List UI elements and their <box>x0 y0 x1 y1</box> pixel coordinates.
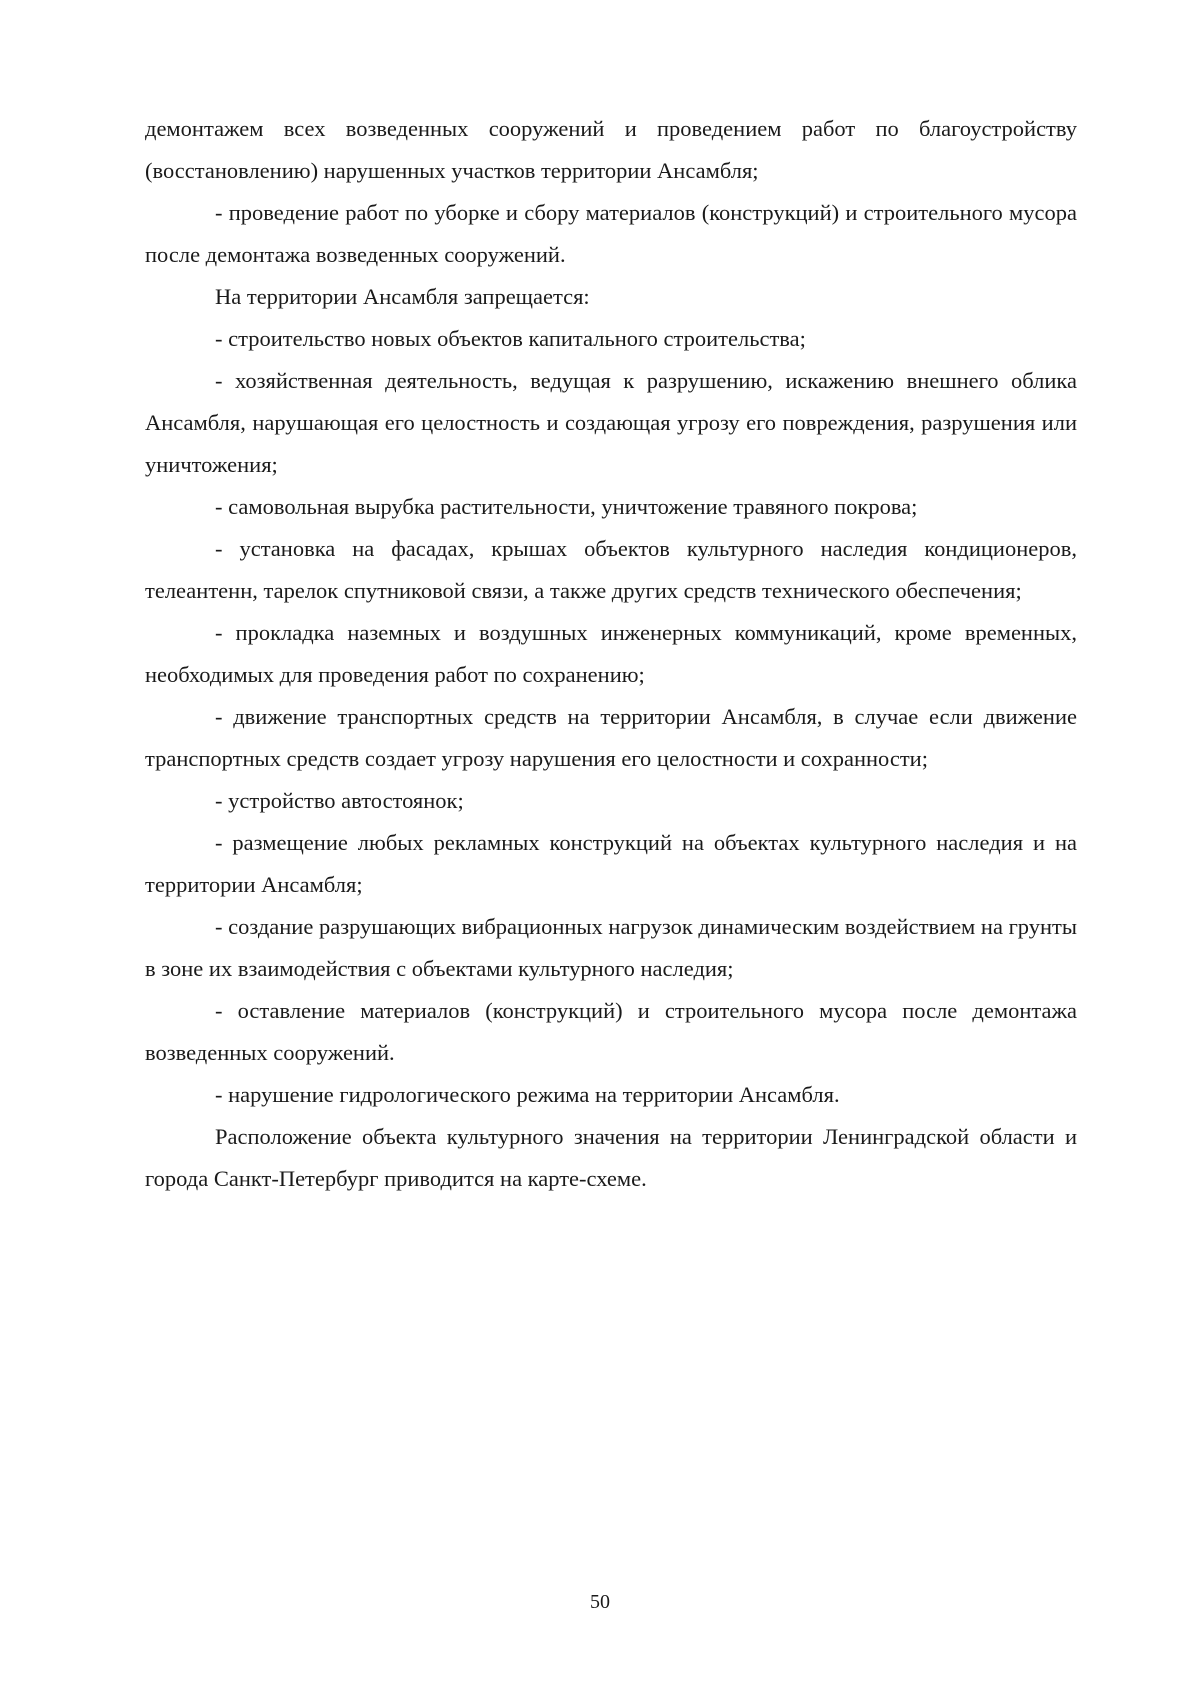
list-item-advertising: - размещение любых рекламных конструкций на объектах культурного наследия и на территории Ансамбля; <box>145 830 1077 897</box>
paragraph-cleanup-works: - проведение работ по уборке и сбору материалов (конструкций) и строительного мусора после демонтажа возведенных сооружений. <box>145 200 1077 267</box>
list-item-vehicle-traffic: - движение транспортных средств на территории Ансамбля, в случае если движение транспортных средств создает угрозу нарушения его целостности и сохранности; <box>145 704 1077 771</box>
page-number: 50 <box>590 1591 610 1613</box>
paragraph-dismantling-continuation: демонтажем всех возведенных сооружений и проведением работ по благоустройству (восстановлению) нарушенных участков территории Ансамбля; <box>145 116 1077 183</box>
list-item-hydrology: - нарушение гидрологического режима на территории Ансамбля. <box>215 1082 840 1107</box>
list-item-utility-lines: - прокладка наземных и воздушных инженерных коммуникаций, кроме временных, необходимых для проведения работ по сохранению; <box>145 620 1077 687</box>
list-item-parking: - устройство автостоянок; <box>215 788 464 813</box>
paragraph-location-map: Расположение объекта культурного значения на территории Ленинградской области и города Санкт-Петербург приводится на карте-схеме. <box>145 1124 1077 1191</box>
list-item-economic-activity: - хозяйственная деятельность, ведущая к разрушению, искажению внешнего облика Ансамбля, нарушающая его целостность и создающая угрозу его повреждения, разрушения или уничтожения; <box>145 368 1077 477</box>
list-item-leaving-materials: - оставление материалов (конструкций) и строительного мусора после демонтажа возведенных сооружений. <box>145 998 1077 1065</box>
document-body <box>145 108 1077 1200</box>
paragraph-prohibitions-heading: На территории Ансамбля запрещается: <box>215 284 590 309</box>
list-item-tree-cutting: - самовольная вырубка растительности, уничтожение травяного покрова; <box>215 494 918 519</box>
list-item-new-construction: - строительство новых объектов капитального строительства; <box>215 326 806 351</box>
list-item-vibration-loads: - создание разрушающих вибрационных нагрузок динамическим воздействием на грунты в зоне их взаимодействия с объектами культурного наследия; <box>145 914 1077 981</box>
list-item-facade-equipment: - установка на фасадах, крышах объектов культурного наследия кондиционеров, телеантенн, тарелок спутниковой связи, а также других средств технического обеспечения; <box>145 536 1077 603</box>
